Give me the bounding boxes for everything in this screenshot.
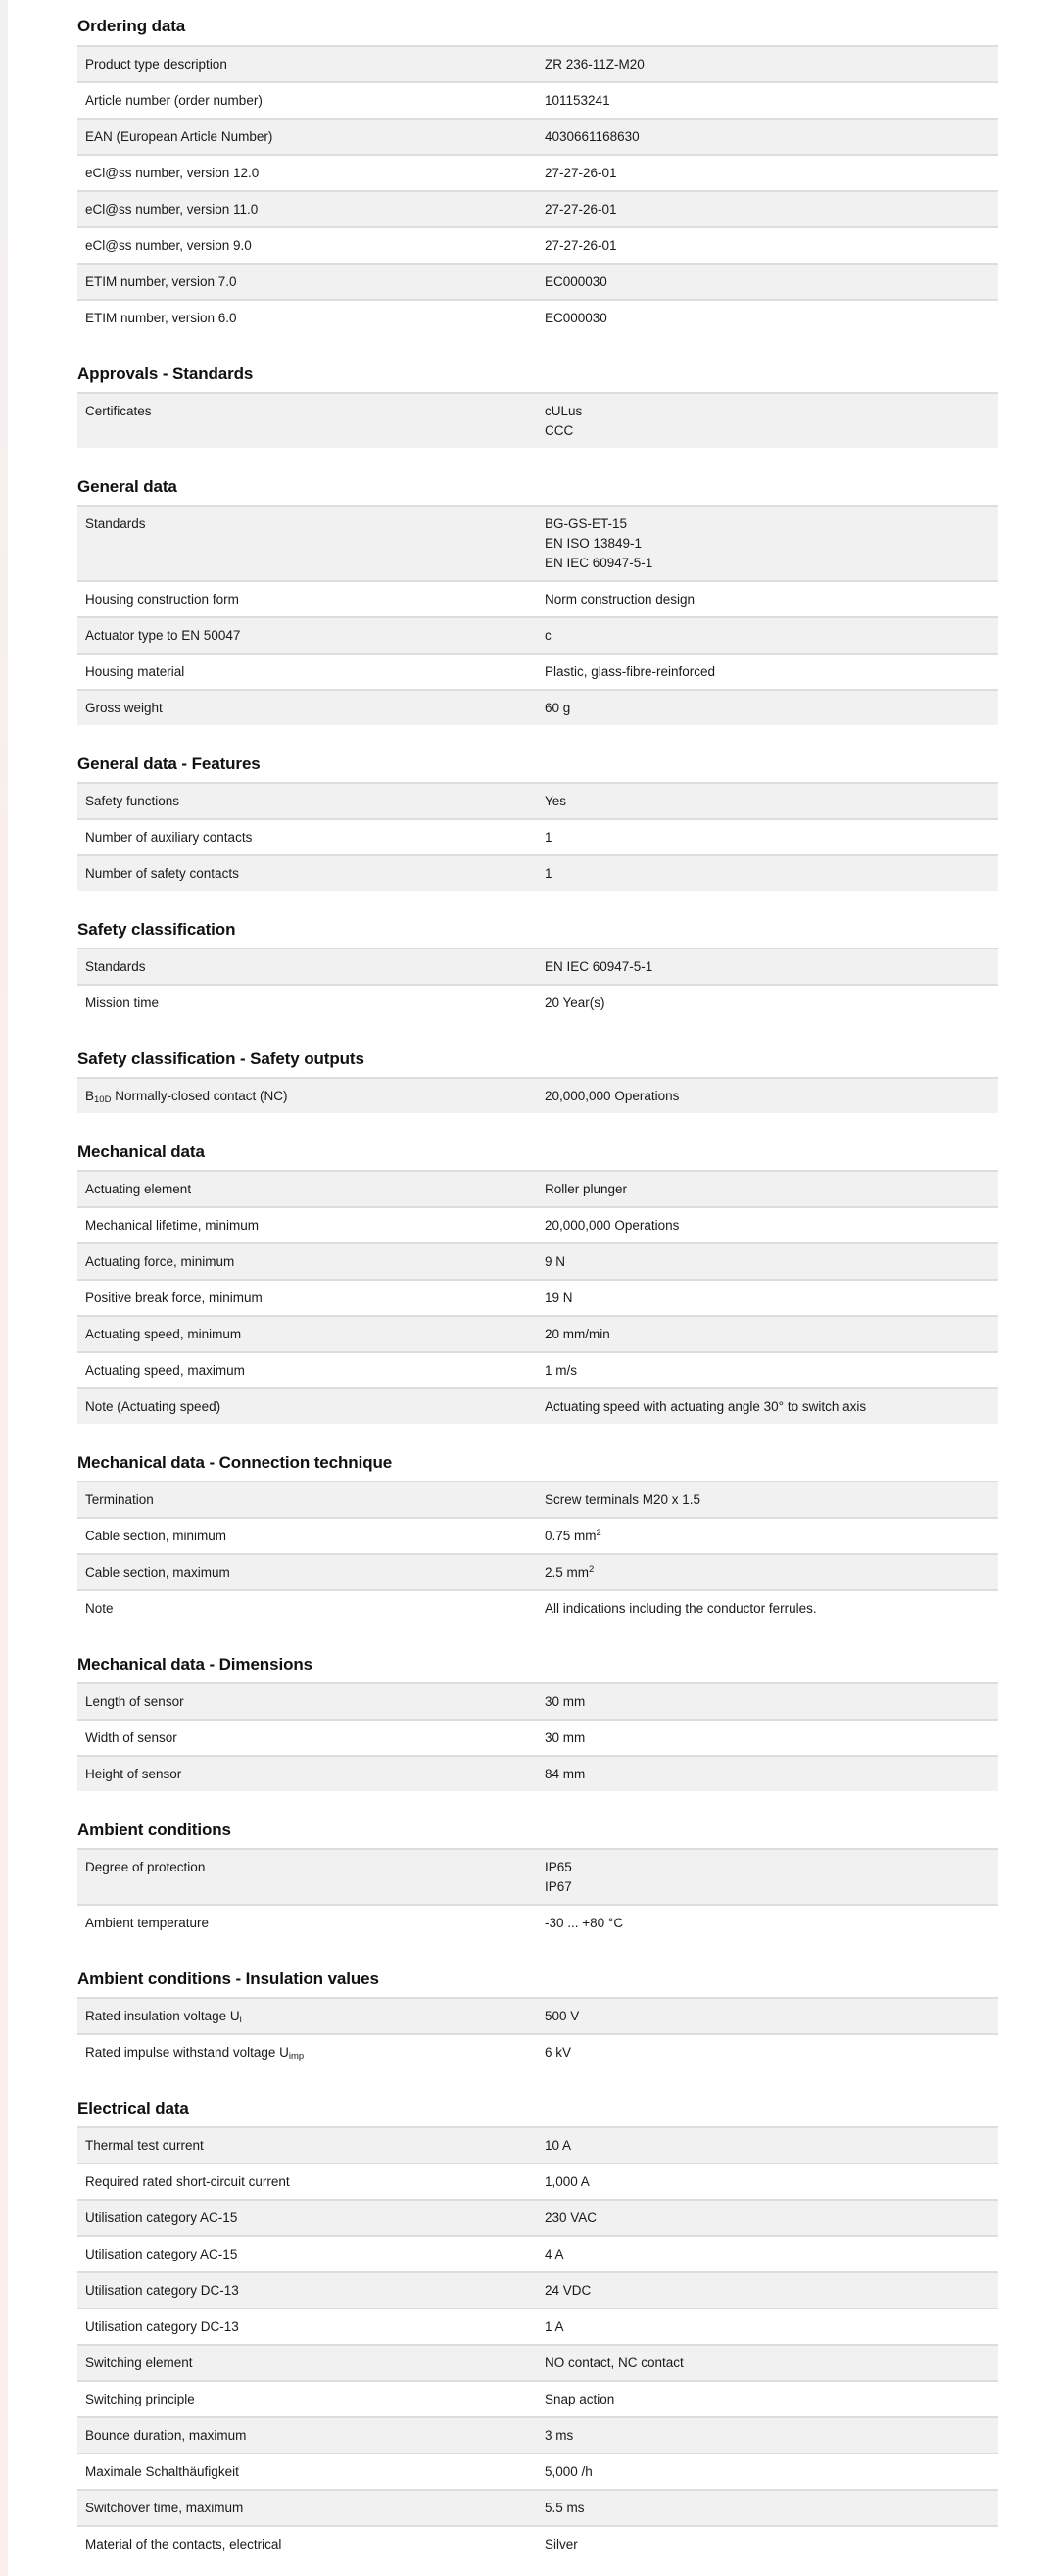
section-title: Ordering data [77, 17, 186, 35]
spec-label: eCl@ss number, version 11.0 [85, 202, 259, 217]
spec-value [537, 47, 998, 81]
spec-row [77, 1315, 998, 1351]
value-line [545, 1527, 990, 1546]
section-mechanical-data [77, 1142, 998, 1424]
section-mechanical-data-connection-technique [77, 1452, 998, 1626]
spec-row [77, 1387, 998, 1424]
text-part: Rated impulse withstand voltage U [85, 2045, 289, 2060]
spec-label: Switching principle [85, 2392, 195, 2406]
spec-label: Mission time [85, 996, 160, 1010]
spec-value [537, 1757, 998, 1791]
spec-label [77, 1079, 537, 1113]
spec-value [537, 1482, 998, 1517]
spec-value [537, 1353, 998, 1387]
superscript: 2 [589, 1564, 595, 1575]
spec-row [77, 580, 998, 616]
spec-value [537, 2491, 998, 2525]
spec-value [537, 1591, 998, 1626]
spec-value [537, 820, 998, 854]
value-line: NO contact, NC contact [545, 2356, 684, 2370]
spec-label: Note [85, 1601, 114, 1616]
value-line: Roller plunger [545, 1182, 628, 1196]
value-line: 230 VAC [545, 2211, 598, 2225]
spec-row [77, 1719, 998, 1755]
spec-row [77, 118, 998, 154]
spec-label: Product type description [85, 57, 227, 72]
spec-row [77, 2380, 998, 2416]
spec-table [77, 782, 998, 891]
spec-label: Cable section, minimum [85, 1529, 227, 1543]
spec-label: ETIM number, version 6.0 [85, 311, 237, 325]
technical-data-list [77, 16, 998, 2576]
section-title: Mechanical data - Connection technique [77, 1453, 393, 1472]
value-line: 27-27-26-01 [545, 238, 617, 253]
value-line: EN IEC 60947-5-1 [545, 556, 653, 570]
value-line: 27-27-26-01 [545, 202, 617, 217]
subscript: 10D [94, 1094, 112, 1105]
value-line: 1 m/s [545, 1363, 578, 1378]
spec-row [77, 1242, 998, 1279]
section-title: Approvals - Standards [77, 365, 254, 383]
spec-label: EAN (European Article Number) [85, 129, 273, 144]
spec-value [537, 2201, 998, 2235]
spec-row [77, 616, 998, 653]
spec-row [77, 854, 998, 891]
text-part: 0.75 mm [545, 1529, 597, 1543]
spec-row [77, 2344, 998, 2380]
spec-row [77, 1279, 998, 1315]
spec-table [77, 505, 998, 725]
value-line: 3 ms [545, 2428, 574, 2443]
spec-value [537, 1519, 998, 1553]
value-line: IP67 [545, 1879, 572, 1894]
spec-value [537, 83, 998, 118]
spec-row [77, 2235, 998, 2271]
spec-label: Termination [85, 1492, 154, 1507]
spec-row [77, 505, 998, 580]
spec-row [77, 653, 998, 689]
spec-label: Number of auxiliary contacts [85, 830, 253, 845]
spec-value [537, 1317, 998, 1351]
section-ambient-conditions [77, 1820, 998, 1940]
spec-label: Gross weight [85, 701, 163, 715]
spec-label: Actuator type to EN 50047 [85, 628, 241, 643]
spec-label: Height of sensor [85, 1767, 182, 1781]
spec-value [537, 1721, 998, 1755]
value-line: IP65 [545, 1860, 572, 1874]
value-line: -30 ... +80 °C [545, 1916, 624, 1930]
value-line: 1 [545, 866, 552, 881]
spec-row [77, 1481, 998, 1517]
spec-value [537, 655, 998, 689]
spec-row [77, 45, 998, 81]
value-line: 9 N [545, 1254, 566, 1269]
spec-label: Standards [85, 516, 146, 531]
value-line: EN IEC 60947-5-1 [545, 959, 653, 974]
spec-label: ETIM number, version 7.0 [85, 274, 237, 289]
value-line: 1 A [545, 2319, 564, 2334]
spec-row [77, 2453, 998, 2489]
spec-label: Thermal test current [85, 2138, 204, 2153]
section-title: Safety classification [77, 920, 236, 939]
spec-row [77, 2416, 998, 2453]
spec-value [537, 1850, 998, 1904]
spec-row [77, 984, 998, 1020]
value-line: Norm construction design [545, 592, 696, 607]
section-general-data [77, 476, 998, 725]
value-line: EC000030 [545, 311, 607, 325]
spec-value [537, 265, 998, 299]
spec-row [77, 190, 998, 226]
value-line: 60 g [545, 701, 571, 715]
spec-label: Utilisation category DC-13 [85, 2319, 239, 2334]
spec-table [77, 1848, 998, 1940]
value-line: BG-GS-ET-15 [545, 516, 628, 531]
subscript: i [239, 2015, 242, 2025]
spec-table [77, 392, 998, 448]
value-line: 30 mm [545, 1730, 586, 1745]
spec-value [537, 394, 998, 448]
spec-label: Utilisation category AC-15 [85, 2247, 238, 2261]
value-line: Yes [545, 794, 567, 808]
spec-label: Safety functions [85, 794, 180, 808]
spec-row [77, 948, 998, 984]
spec-label: Actuating speed, maximum [85, 1363, 245, 1378]
text-part: Normally-closed contact (NC) [111, 1089, 288, 1103]
spec-value [537, 120, 998, 154]
spec-row [77, 689, 998, 725]
spec-row [77, 1077, 998, 1113]
spec-row [77, 1682, 998, 1719]
superscript: 2 [596, 1528, 601, 1538]
spec-table [77, 948, 998, 1020]
value-line: 5,000 /h [545, 2464, 593, 2479]
spec-label [77, 2035, 537, 2069]
spec-value [537, 1555, 998, 1589]
spec-value [537, 2346, 998, 2380]
spec-label: Certificates [85, 404, 152, 418]
spec-label: Length of sensor [85, 1694, 184, 1709]
spec-label: eCl@ss number, version 9.0 [85, 238, 252, 253]
spec-value [537, 2035, 998, 2069]
spec-label: Ambient temperature [85, 1916, 210, 1930]
spec-value [537, 618, 998, 653]
section-title: General data [77, 477, 177, 496]
spec-label: Housing construction form [85, 592, 239, 607]
value-line: 6 kV [545, 2045, 572, 2060]
spec-label: Switchover time, maximum [85, 2501, 244, 2515]
section-safety-classification-safety-outputs [77, 1048, 998, 1113]
section-title: Electrical data [77, 2099, 189, 2117]
spec-table [77, 2126, 998, 2561]
spec-value [537, 507, 998, 580]
spec-row [77, 1904, 998, 1940]
spec-row [77, 1351, 998, 1387]
value-line: 27-27-26-01 [545, 166, 617, 180]
spec-row [77, 1517, 998, 1553]
spec-value [537, 986, 998, 1020]
spec-value [537, 1684, 998, 1719]
value-line: 1,000 A [545, 2174, 590, 2189]
value-line: 10 A [545, 2138, 572, 2153]
spec-label [77, 1999, 537, 2033]
text-part: Rated insulation voltage U [85, 2009, 240, 2023]
spec-label: Number of safety contacts [85, 866, 239, 881]
spec-value [537, 1079, 998, 1113]
section-title: Ambient conditions [77, 1821, 231, 1839]
value-line: 20 mm/min [545, 1327, 610, 1341]
value-line: 30 mm [545, 1694, 586, 1709]
spec-value [537, 192, 998, 226]
value-line [545, 1563, 990, 1582]
value-line: All indications including the conductor ferrules. [545, 1601, 817, 1616]
spec-row [77, 1553, 998, 1589]
spec-label: Actuating speed, minimum [85, 1327, 242, 1341]
spec-value [537, 856, 998, 891]
spec-row [77, 1848, 998, 1904]
spec-label: Actuating element [85, 1182, 192, 1196]
section-ambient-conditions-insulation-values [77, 1968, 998, 2069]
value-line: EC000030 [545, 274, 607, 289]
side-strip [0, 0, 8, 2576]
spec-label: eCl@ss number, version 12.0 [85, 166, 260, 180]
spec-value [537, 1208, 998, 1242]
spec-table [77, 1997, 998, 2069]
spec-value [537, 2527, 998, 2561]
spec-value [537, 2164, 998, 2199]
spec-table [77, 1682, 998, 1791]
spec-table [77, 1481, 998, 1626]
spec-row [77, 226, 998, 263]
spec-row [77, 2126, 998, 2163]
spec-row [77, 2525, 998, 2561]
spec-label: Actuating force, minimum [85, 1254, 235, 1269]
spec-row [77, 2308, 998, 2344]
text-part: 2.5 mm [545, 1565, 590, 1580]
spec-row [77, 1997, 998, 2033]
value-line: 4030661168630 [545, 129, 640, 144]
spec-row [77, 392, 998, 448]
spec-label: Material of the contacts, electrical [85, 2537, 282, 2552]
text-part: B [85, 1089, 95, 1103]
subscript: imp [288, 2051, 305, 2062]
spec-label: Note (Actuating speed) [85, 1399, 221, 1414]
spec-label: Standards [85, 959, 146, 974]
section-approvals-standards [77, 364, 998, 448]
spec-row [77, 1170, 998, 1206]
spec-row [77, 263, 998, 299]
spec-table [77, 45, 998, 335]
spec-value [537, 1389, 998, 1424]
spec-value [537, 2382, 998, 2416]
spec-label: Bounce duration, maximum [85, 2428, 247, 2443]
spec-label: Article number (order number) [85, 93, 263, 108]
section-title: Mechanical data - Dimensions [77, 1655, 312, 1674]
spec-label: Mechanical lifetime, minimum [85, 1218, 260, 1233]
spec-label: Maximale Schalthäufigkeit [85, 2464, 239, 2479]
spec-value [537, 156, 998, 190]
spec-table [77, 1077, 998, 1113]
spec-row [77, 782, 998, 818]
spec-row [77, 1206, 998, 1242]
spec-value [537, 301, 998, 335]
spec-value [537, 784, 998, 818]
section-electrical-data [77, 2098, 998, 2561]
spec-row [77, 1755, 998, 1791]
value-line: c [545, 628, 552, 643]
spec-row [77, 154, 998, 190]
spec-value [537, 582, 998, 616]
spec-value [537, 2309, 998, 2344]
spec-value [537, 1172, 998, 1206]
spec-row [77, 299, 998, 335]
spec-label: Utilisation category AC-15 [85, 2211, 238, 2225]
spec-value [537, 2128, 998, 2163]
spec-value [537, 1281, 998, 1315]
spec-value [537, 2237, 998, 2271]
spec-label: Positive break force, minimum [85, 1290, 263, 1305]
spec-row [77, 1589, 998, 1626]
spec-table [77, 1170, 998, 1424]
value-line: cULus [545, 404, 583, 418]
value-line: 20,000,000 Operations [545, 1089, 680, 1103]
value-line: 20 Year(s) [545, 996, 605, 1010]
spec-value [537, 691, 998, 725]
value-line: 24 VDC [545, 2283, 592, 2298]
spec-value [537, 1244, 998, 1279]
spec-value [537, 228, 998, 263]
spec-label: Cable section, maximum [85, 1565, 230, 1580]
value-line: 500 V [545, 2009, 580, 2023]
value-line: 20,000,000 Operations [545, 1218, 680, 1233]
spec-label: Utilisation category DC-13 [85, 2283, 239, 2298]
value-line: 84 mm [545, 1767, 586, 1781]
value-line: Actuating speed with actuating angle 30° to switch axis [545, 1399, 867, 1414]
spec-row [77, 2271, 998, 2308]
section-title: Mechanical data [77, 1142, 205, 1161]
section-general-data-features [77, 753, 998, 891]
spec-label: Housing material [85, 664, 185, 679]
spec-row [77, 2163, 998, 2199]
value-line: 19 N [545, 1290, 573, 1305]
spec-row [77, 2033, 998, 2069]
spec-value [537, 1906, 998, 1940]
section-title: General data - Features [77, 754, 261, 773]
spec-value [537, 2454, 998, 2489]
spec-row [77, 2199, 998, 2235]
section-title: Safety classification - Safety outputs [77, 1049, 364, 1068]
section-safety-classification [77, 919, 998, 1020]
value-line: ZR 236-11Z-M20 [545, 57, 645, 72]
value-line: Snap action [545, 2392, 615, 2406]
spec-value [537, 1999, 998, 2033]
spec-value [537, 2273, 998, 2308]
value-line: 4 A [545, 2247, 564, 2261]
value-line: 1 [545, 830, 552, 845]
spec-label: Width of sensor [85, 1730, 177, 1745]
spec-row [77, 81, 998, 118]
value-line: Silver [545, 2537, 578, 2552]
section-ordering-data [77, 16, 998, 335]
spec-value [537, 949, 998, 984]
section-mechanical-data-dimensions [77, 1654, 998, 1791]
spec-label: Switching element [85, 2356, 193, 2370]
value-line: EN ISO 13849-1 [545, 536, 643, 551]
value-line: CCC [545, 423, 574, 438]
value-line: 5.5 ms [545, 2501, 585, 2515]
spec-label: Required rated short-circuit current [85, 2174, 290, 2189]
spec-label: Degree of protection [85, 1860, 206, 1874]
spec-row [77, 818, 998, 854]
value-line: Plastic, glass-fibre-reinforced [545, 664, 716, 679]
spec-value [537, 2418, 998, 2453]
spec-row [77, 2489, 998, 2525]
section-title: Ambient conditions - Insulation values [77, 1969, 379, 1988]
value-line: Screw terminals M20 x 1.5 [545, 1492, 701, 1507]
value-line: 101153241 [545, 93, 610, 108]
